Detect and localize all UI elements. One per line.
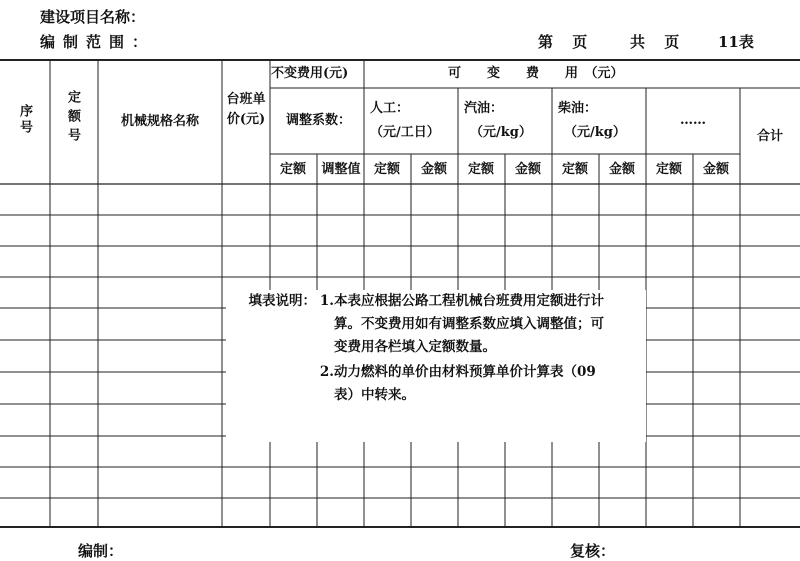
instruction-2-line-1: 动力燃料的单价由材料预算单价计算表（09: [334, 364, 596, 380]
labor-unit: （元/工日）: [370, 125, 440, 140]
col-spec-name-header: 机械规格名称: [120, 114, 200, 129]
gasoline-quota-header: 定额: [467, 162, 495, 177]
fill-instructions: [226, 290, 646, 442]
page-label: 第 页: [538, 33, 588, 51]
instruction-2-number: 2.: [319, 364, 334, 380]
gasoline-amount-header: 金额: [514, 162, 542, 177]
scope-label: 编制范围：: [40, 33, 156, 51]
col-quota-no-header: 定额号: [65, 90, 80, 147]
gasoline-unit: （元/kg）: [470, 125, 532, 140]
adjust-value-header: 调整值: [321, 162, 361, 177]
ellipsis-header: ……: [680, 113, 706, 128]
col-unit-price-header: 台班单价(元): [226, 92, 266, 127]
fixed-cost-header: 不变费用(元): [271, 66, 349, 81]
project-name-label: 建设项目名称：: [40, 8, 146, 26]
diesel-quota-header: 定额: [561, 162, 589, 177]
adjust-coef-label: 调整系数：: [286, 113, 352, 128]
fixed-quota-header: 定额: [279, 162, 307, 177]
diesel-amount-header: 金额: [608, 162, 636, 177]
other-quota-header: 定额: [655, 162, 683, 177]
gasoline-label: 汽油：: [464, 101, 504, 116]
instruction-2-line-2: 表）中转来。: [334, 387, 415, 403]
diesel-label: 柴油：: [558, 101, 598, 116]
instruction-1-number: 1.: [319, 293, 334, 309]
reviewed-by-label: 复核：: [570, 542, 616, 560]
total-pages-label: 共 页: [630, 33, 680, 51]
col-seq-header: 序号: [17, 104, 32, 136]
diesel-unit: （元/kg）: [564, 125, 626, 140]
compiled-by-label: 编制：: [78, 542, 124, 560]
variable-cost-header: 可 变 费 用 （元）: [448, 66, 624, 81]
total-header: 合计: [756, 129, 784, 144]
other-amount-header: 金额: [702, 162, 730, 177]
labor-amount-header: 金额: [420, 162, 448, 177]
instruction-1-line-1: 本表应根据公路工程机械台班费用定额进行计: [334, 293, 604, 309]
labor-quota-header: 定额: [373, 162, 401, 177]
labor-label: 人工：: [370, 101, 410, 116]
instruction-1-line-3: 变费用各栏填入定额数量。: [334, 339, 496, 355]
instruction-1-line-2: 算。不变费用如有调整系数应填入调整值；可: [334, 316, 604, 332]
form-number: 11表: [718, 33, 754, 51]
instructions-label: 填表说明：: [248, 293, 316, 309]
